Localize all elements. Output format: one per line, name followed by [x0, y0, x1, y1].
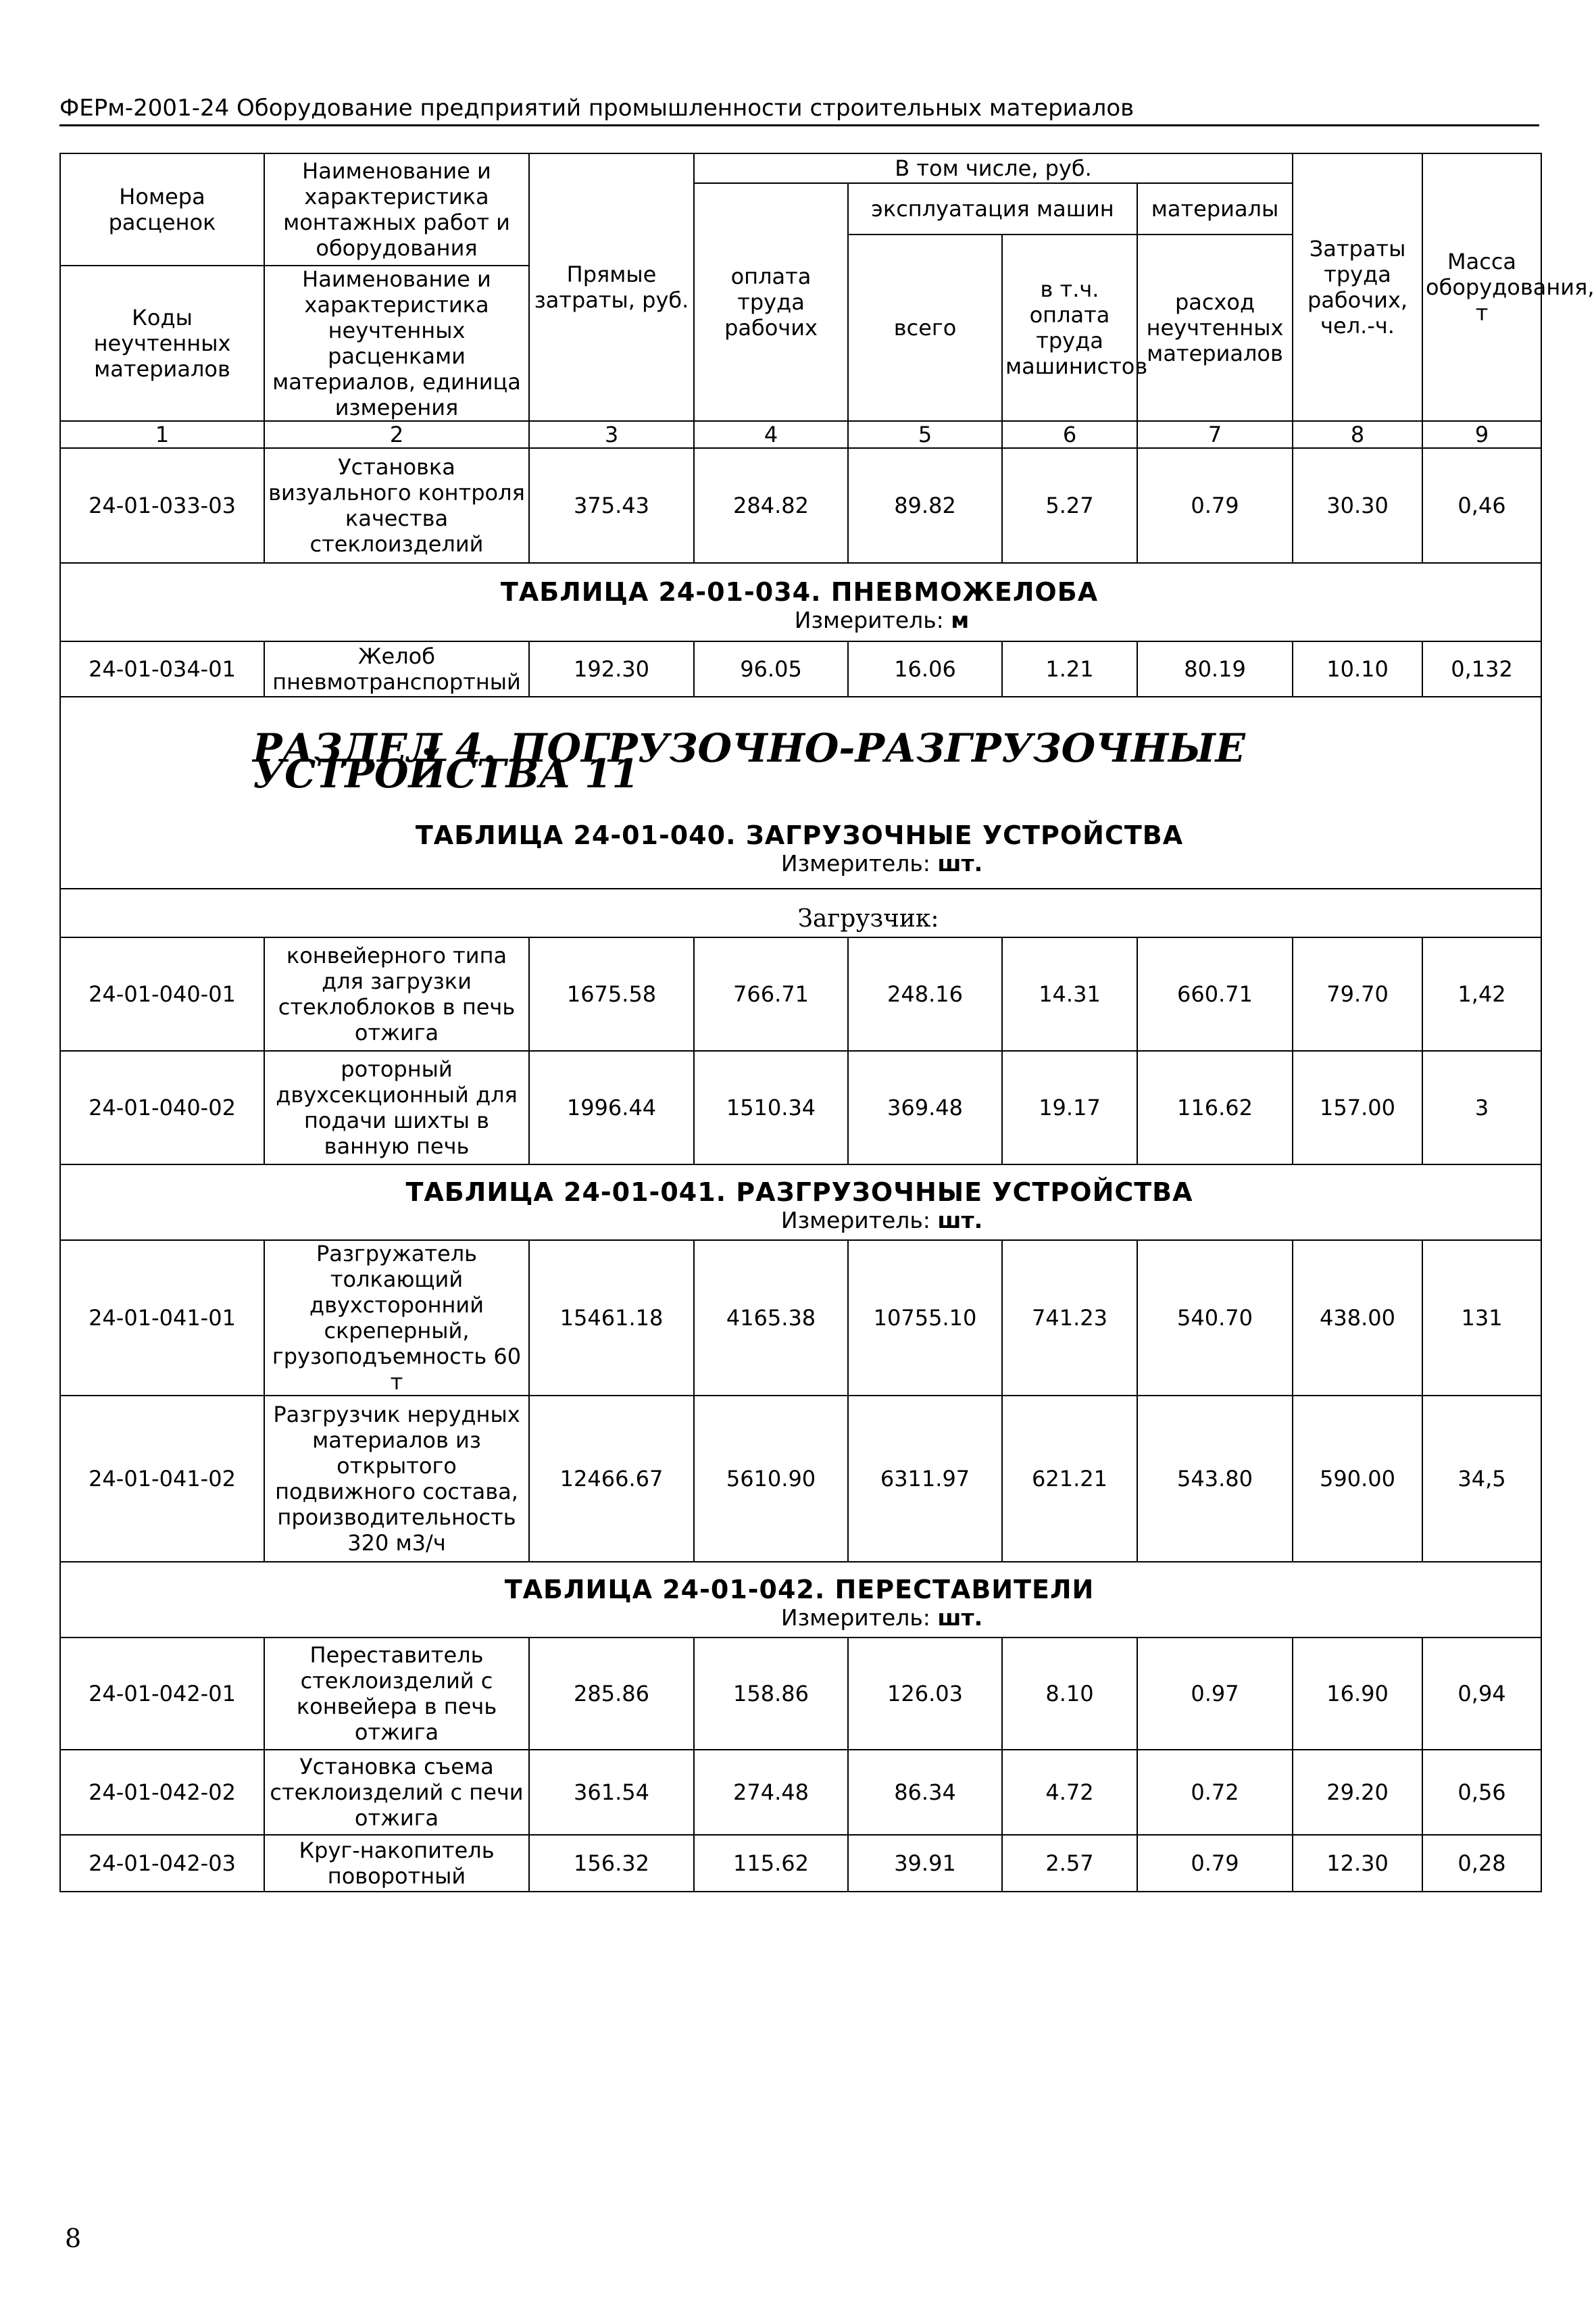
value-machinists: 741.23	[1002, 1240, 1137, 1396]
value-materials: 660.71	[1137, 937, 1293, 1051]
header-work-name: Наименование и характеристика монтажных работ и оборудования	[264, 153, 529, 266]
unit-value: шт.	[937, 1207, 983, 1233]
value-materials: 543.80	[1137, 1396, 1293, 1562]
header-direct-costs: Прямые затраты, руб.	[529, 153, 694, 421]
rate-name: Разгрузчик нерудных материалов из открытого подвижного состава, производительность 320 м3/ч	[264, 1396, 529, 1562]
unit-line	[226, 850, 1538, 877]
value-labor: 79.70	[1293, 937, 1422, 1051]
value-direct: 1675.58	[529, 937, 694, 1051]
value-mass: 1,42	[1422, 937, 1541, 1051]
value-machines: 126.03	[848, 1638, 1002, 1750]
rate-code: 24-01-040-02	[60, 1051, 264, 1164]
rate-code: 24-01-041-02	[60, 1396, 264, 1562]
column-number: 4	[694, 421, 848, 448]
table-row	[60, 1750, 1541, 1835]
group-title: Загрузчик:	[797, 905, 939, 933]
section-title: РАЗДЕЛ 4. ПОГРУЗОЧНО-РАЗГРУЗОЧНЫЕ УСТРОЙСТВА 11	[253, 725, 1245, 797]
table-title-block	[60, 563, 1541, 641]
value-materials: 0.79	[1137, 1835, 1293, 1892]
table-row	[60, 937, 1541, 1051]
unit-label: Измеритель:	[780, 850, 930, 877]
header-machines-total: всего	[848, 235, 1002, 421]
rate-name: Желоб пневмотранспортный	[264, 641, 529, 697]
header-machinists-wages: в т.ч. оплата труда машинистов	[1002, 235, 1137, 421]
table-title-block	[60, 1164, 1541, 1240]
table-title: ТАБЛИЦА 24-01-034. ПНЕВМОЖЕЛОБА	[500, 577, 1099, 607]
rate-code: 24-01-042-02	[60, 1750, 264, 1835]
value-wages: 158.86	[694, 1638, 848, 1750]
header-unaccounted-materials: расход неучтенных материалов	[1137, 235, 1293, 421]
value-materials: 116.62	[1137, 1051, 1293, 1164]
value-machinists: 5.27	[1002, 448, 1137, 563]
value-machines: 369.48	[848, 1051, 1002, 1164]
value-materials: 540.70	[1137, 1240, 1293, 1396]
value-labor: 157.00	[1293, 1051, 1422, 1164]
table-title: ТАБЛИЦА 24-01-042. ПЕРЕСТАВИТЕЛИ	[504, 1575, 1095, 1604]
group-row	[60, 889, 1541, 937]
rate-code: 24-01-033-03	[60, 448, 264, 563]
value-wages: 1510.34	[694, 1051, 848, 1164]
running-header: ФЕРм-2001-24 Оборудование предприятий промышленности строительных материалов	[59, 95, 1539, 126]
rate-name: Круг-накопитель поворотный	[264, 1835, 529, 1892]
value-mass: 0,46	[1422, 448, 1541, 563]
column-number: 3	[529, 421, 694, 448]
value-labor: 16.90	[1293, 1638, 1422, 1750]
table-row	[60, 1835, 1541, 1892]
value-machines: 10755.10	[848, 1240, 1002, 1396]
value-mass: 0,94	[1422, 1638, 1541, 1750]
value-machinists: 14.31	[1002, 937, 1137, 1051]
table-title: ТАБЛИЦА 24-01-040. ЗАГРУЗОЧНЫЕ УСТРОЙСТВА	[415, 820, 1184, 850]
value-machinists: 4.72	[1002, 1750, 1137, 1835]
rate-code: 24-01-042-01	[60, 1638, 264, 1750]
value-labor: 29.20	[1293, 1750, 1422, 1835]
value-labor: 590.00	[1293, 1396, 1422, 1562]
value-direct: 375.43	[529, 448, 694, 563]
value-machinists: 621.21	[1002, 1396, 1137, 1562]
header-material-name: Наименование и характеристика неучтенных расценками материалов, единица измерения	[264, 266, 529, 421]
value-mass: 34,5	[1422, 1396, 1541, 1562]
value-direct: 12466.67	[529, 1396, 694, 1562]
value-machines: 6311.97	[848, 1396, 1002, 1562]
table-row	[60, 1240, 1541, 1396]
rates-table	[59, 153, 1595, 1892]
value-machines: 248.16	[848, 937, 1002, 1051]
value-materials: 0.79	[1137, 448, 1293, 563]
value-labor: 30.30	[1293, 448, 1422, 563]
section-block	[60, 697, 1541, 889]
value-mass: 131	[1422, 1240, 1541, 1396]
rate-name: Установка визуального контроля качества стеклоизделий	[264, 448, 529, 563]
value-wages: 766.71	[694, 937, 848, 1051]
rate-name: Переставитель стеклоизделий с конвейера в печь отжига	[264, 1638, 529, 1750]
value-materials: 0.72	[1137, 1750, 1293, 1835]
rate-name: Установка съема стеклоизделий с печи отжига	[264, 1750, 529, 1835]
header-labor: Затраты труда рабочих, чел.-ч.	[1293, 153, 1422, 421]
column-number: 8	[1293, 421, 1422, 448]
value-mass: 0,56	[1422, 1750, 1541, 1835]
unit-value: м	[951, 607, 970, 633]
column-number: 2	[264, 421, 529, 448]
value-direct: 1996.44	[529, 1051, 694, 1164]
value-mass: 0,28	[1422, 1835, 1541, 1892]
header-material-codes: Коды неучтенных материалов	[60, 266, 264, 421]
header-materials: материалы	[1137, 183, 1293, 235]
value-machines: 39.91	[848, 1835, 1002, 1892]
table-row	[60, 641, 1541, 697]
unit-line	[226, 607, 1538, 634]
value-machines: 16.06	[848, 641, 1002, 697]
table-row	[60, 1051, 1541, 1164]
column-number: 9	[1422, 421, 1541, 448]
table-title: ТАБЛИЦА 24-01-041. РАЗГРУЗОЧНЫЕ УСТРОЙСТВА	[405, 1177, 1193, 1207]
unit-label: Измеритель:	[794, 607, 944, 633]
column-number: 6	[1002, 421, 1137, 448]
unit-label: Измеритель:	[780, 1207, 930, 1233]
unit-line	[226, 1207, 1538, 1234]
header-rate-numbers: Номера расценок	[60, 153, 264, 266]
value-mass: 3	[1422, 1051, 1541, 1164]
rate-name: конвейерного типа для загрузки стеклоблоков в печь отжига	[264, 937, 529, 1051]
value-wages: 4165.38	[694, 1240, 848, 1396]
header-including: В том числе, руб.	[694, 153, 1293, 183]
rate-code: 24-01-042-03	[60, 1835, 264, 1892]
value-labor: 438.00	[1293, 1240, 1422, 1396]
value-wages: 115.62	[694, 1835, 848, 1892]
value-machines: 89.82	[848, 448, 1002, 563]
column-number: 1	[60, 421, 264, 448]
value-direct: 15461.18	[529, 1240, 694, 1396]
unit-label: Измеритель:	[780, 1604, 930, 1631]
value-machines: 86.34	[848, 1750, 1002, 1835]
value-direct: 285.86	[529, 1638, 694, 1750]
value-materials: 0.97	[1137, 1638, 1293, 1750]
value-direct: 361.54	[529, 1750, 694, 1835]
value-materials: 80.19	[1137, 641, 1293, 697]
table-title-block	[60, 1562, 1541, 1638]
value-machinists: 19.17	[1002, 1051, 1137, 1164]
value-machinists: 2.57	[1002, 1835, 1137, 1892]
value-wages: 96.05	[694, 641, 848, 697]
value-labor: 10.10	[1293, 641, 1422, 697]
rate-code: 24-01-041-01	[60, 1240, 264, 1396]
rate-code: 24-01-040-01	[60, 937, 264, 1051]
rate-name: Разгружатель толкающий двухсторонний скреперный, грузоподъемность 60 т	[264, 1240, 529, 1396]
column-number: 7	[1137, 421, 1293, 448]
value-wages: 5610.90	[694, 1396, 848, 1562]
value-mass: 0,132	[1422, 641, 1541, 697]
unit-line	[226, 1604, 1538, 1631]
rate-code: 24-01-034-01	[60, 641, 264, 697]
unit-value: шт.	[937, 850, 983, 877]
rate-name: роторный двухсекционный для подачи шихты в ванную печь	[264, 1051, 529, 1164]
value-machinists: 1.21	[1002, 641, 1137, 697]
unit-value: шт.	[937, 1604, 983, 1631]
header-machines: эксплуатация машин	[848, 183, 1137, 235]
column-number: 5	[848, 421, 1002, 448]
value-machinists: 8.10	[1002, 1638, 1137, 1750]
value-wages: 284.82	[694, 448, 848, 563]
table-row	[60, 1638, 1541, 1750]
header-wages: оплата труда рабочих	[694, 183, 848, 421]
page-number: 8	[65, 2223, 82, 2253]
header-mass: Масса оборудования, т	[1422, 153, 1541, 421]
table-row	[60, 1396, 1541, 1562]
table-row	[60, 448, 1541, 563]
value-direct: 156.32	[529, 1835, 694, 1892]
value-direct: 192.30	[529, 641, 694, 697]
value-labor: 12.30	[1293, 1835, 1422, 1892]
value-wages: 274.48	[694, 1750, 848, 1835]
